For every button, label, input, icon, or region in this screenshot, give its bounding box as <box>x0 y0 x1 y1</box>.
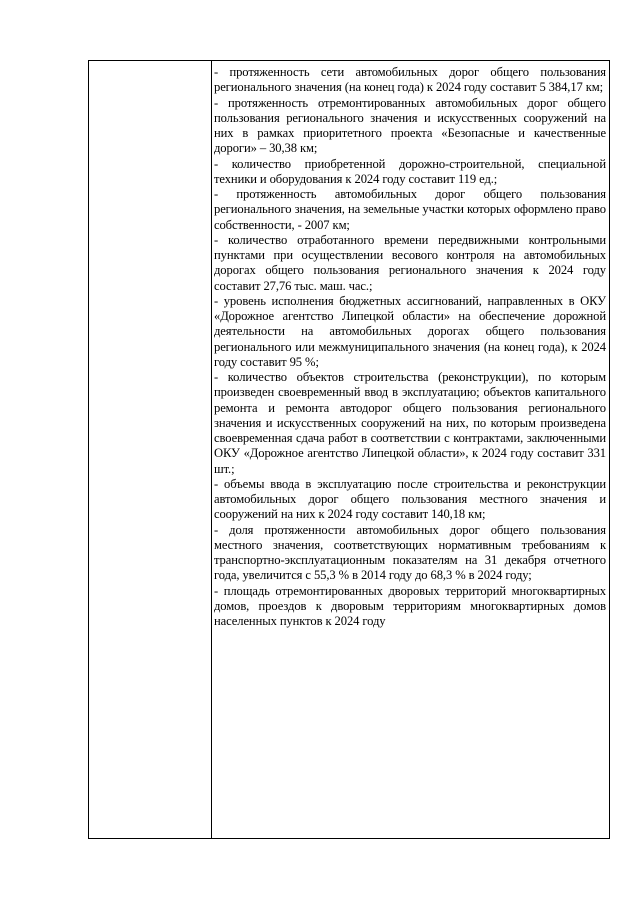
indicator-item: - уровень исполнения бюджетных ассигнований, направленных в ОКУ «Дорожное агентство Липецкой области» на обеспечение дорожной деятельности на автомобильных дорогах общего пользования регионального или межмуниципального значения (на конец года), к 2024 году составит 95 %; <box>214 293 606 369</box>
indicator-item: - протяженность отремонтированных автомобильных дорог общего пользования регионального значения и искусственных сооружений на них в рамках приоритетного проекта «Безопасные и качественные дороги» – 30,38 км; <box>214 95 606 156</box>
indicator-item: - протяженность сети автомобильных дорог общего пользования регионального значения (на конец года) к 2024 году составит 5 384,17 км; <box>214 65 606 95</box>
table-left-cell <box>89 61 212 838</box>
table-right-cell <box>212 61 609 838</box>
indicator-item: - площадь отремонтированных дворовых территорий многоквартирных домов, проездов к дворовым территориям многоквартирных домов населенных пунктов к 2024 году <box>214 583 606 628</box>
content-table <box>88 60 610 839</box>
indicator-item: - объемы ввода в эксплуатацию после строительства и реконструкции автомобильных дорог общего пользования местного значения и сооружений на них к 2024 году составит 140,18 км; <box>214 476 606 522</box>
indicator-item: - количество отработанного времени передвижными контрольными пунктами при осуществлении весового контроля на автомобильных дорогах общего пользования регионального значения к 2024 году составит 27,76 тыс. маш. час.; <box>214 232 606 293</box>
indicator-item: - доля протяженности автомобильных дорог общего пользования местного значения, соответствующих нормативным требованиям к транспортно-эксплуатационным показателям на 31 декабря отчетного года, увеличится с 55,3 % в 2014 году до 68,3 % в 2024 году; <box>214 522 606 583</box>
indicator-item: - количество приобретенной дорожно-строительной, специальной техники и оборудования к 2024 году составит 119 ед.; <box>214 156 606 186</box>
indicator-item: - протяженность автомобильных дорог общего пользования регионального значения, на земельные участки которых оформлено право собственности, - 2007 км; <box>214 187 606 232</box>
indicator-item: - количество объектов строительства (реконструкции), по которым произведен своевременный ввод в эксплуатацию; объектов капитального ремонта и ремонта автодорог общего пользования регионального значения и искусственных сооружений на них, по которым произведена своевременная сдача работ в соответствии с контрактами, заключенными ОКУ «Дорожное агентство Липецкой области», к 2024 году составит 331 шт.; <box>214 370 606 476</box>
